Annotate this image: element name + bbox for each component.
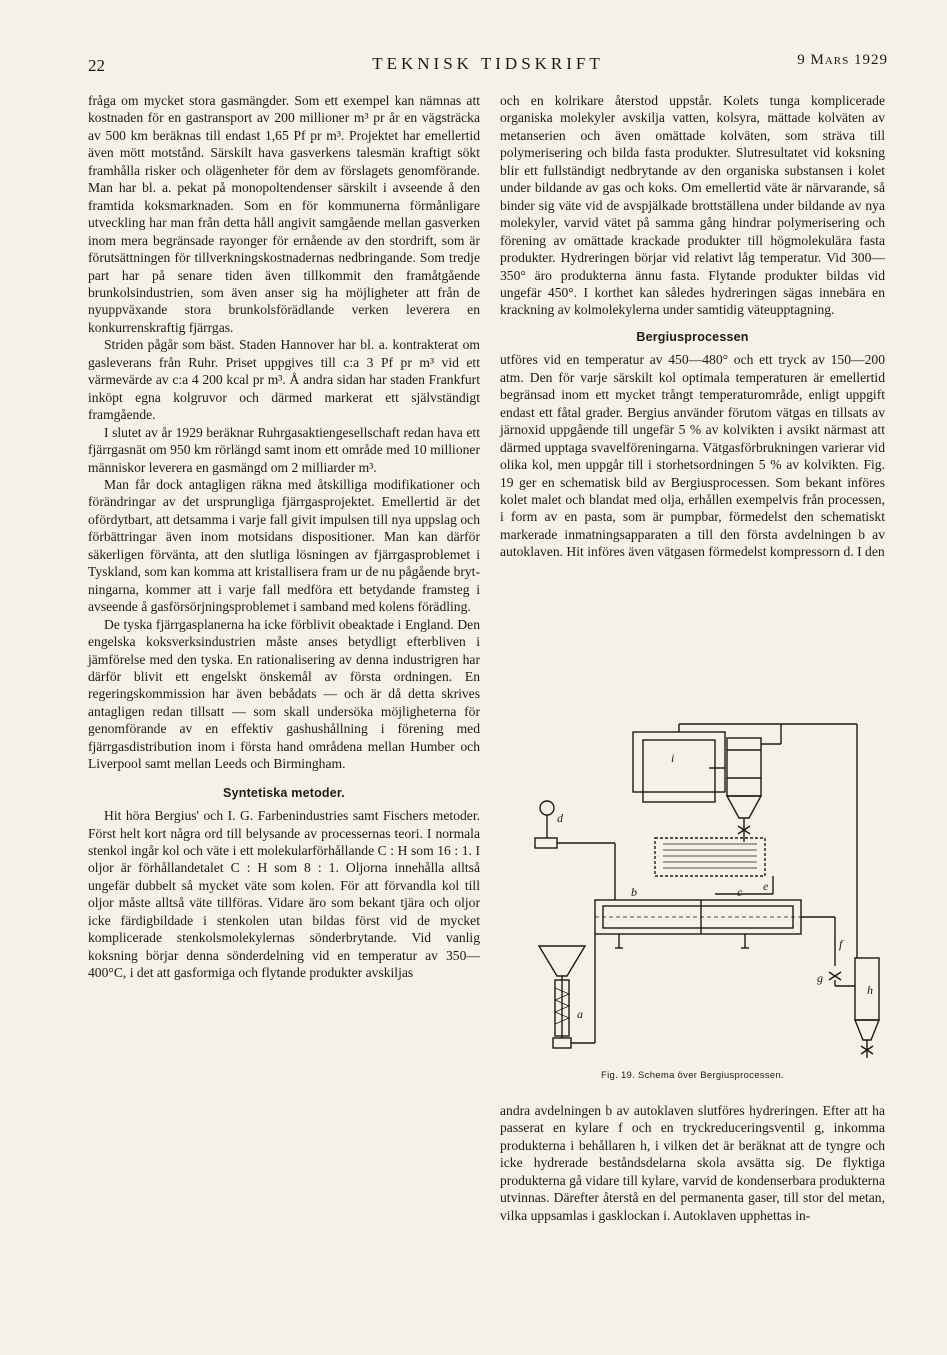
journal-title: TEKNISK TIDSKRIFT bbox=[372, 54, 604, 73]
page-number: 22 bbox=[88, 56, 105, 75]
label-g: g bbox=[817, 971, 823, 985]
left-column bbox=[88, 92, 480, 982]
paragraph: och en kolrikare återstod uppstår. Kolets tunga komplicerade organiska molekyler avskilja vatten, kolsyra, mättade kolväten av metanserien och även omättade kolväten, som sträva till polymerisering och bilda fasta produkter. Slutresultatet vid koksning blir ett fullständigt nedbrytande av den organiska substansen i kolet under bildande av gas och koks. Om emellertid väte är närvarande, så binder sig väte vid de avspjälkade brottställena under bildande av nya molekyler, varvid vätet på samma gång hindrar polymerisering och förening av omättade krackade produkter till högmolekulära fasta produkter. Hydreringen börjar vid relativt låg temperatur. Vid 300—350° äro produkterna ännu fasta. Flytande produkter bildas vid ungefär 450°. I korthet kan således hydreringen sägas innebära en krackning av kolmolekylerna under samtidig väteupptagning. bbox=[500, 93, 885, 318]
date-year: 1929 bbox=[854, 52, 888, 68]
paragraph: fråga om mycket stora gasmängder. Som ett exempel kan nämnas att kostnaden för en gastransport av 200 millioner m³ pr år en vägsträcka av 500 km beräknas till endast 1,65 Pf pr m³. Projektet har emellertid även mött motstånd. Särskilt hava gasverkens talesmän kraftigt sökt framhålla risker och olägenheter för dem av förslagets genomförande. Man har bl. a. pekat på monopoltendenser särskilt i avseende å den framtida koksmarknaden. Som en för kommunerna förmånligare utveckling har man från detta håll angivit samgående mellan gasverken inom mera begränsade rayonger för ernående av den stordrift, som är förutsättningen för tillverkningskostnadernas nedbringande. Som tredje part har på senare tiden även tillkommit den framåtgående brunkolsindustrien, som även anser sig ha möjligheter att från de nyuppväxande stora brunkolsförädlande verken leverera en konkurrenskraftig fjärrgas. bbox=[88, 93, 480, 335]
feed-hopper-a bbox=[539, 946, 585, 976]
figure-caption: Fig. 19. Schema över Bergiusprocessen. bbox=[600, 1070, 784, 1081]
paragraph: utföres vid en temperatur av 450—480° och ett tryck av 150—200 atm. Den för varje särskilt kol optimala temperaturen är emellertid begränsad inom ett mycket trångt temperaturområde, enligt uppgift endast ett fåtal grader. Bergius använder förutom vätgas en tillsats av järnoxid uppgående till ungefär 5 % av kolvikten i avsikt närmast att därmed upptaga svavelföreningarna. Vätgasförbrukningen varierar vid olika kol, men uppgår till i storhetsordningen 5 % av kolvikten. Fig. 19 ger en schematisk bild av Bergiusprocessen. Som bekant införes kolet malet och blandat med olja, erhållen exempelvis från processen, i form av en pasta, som är pumpbar, förmedelst den schematiskt markerade inmatningsapparaten a till den första avdelningen b av autoklaven. Hit införes även vätgasen förmedelst kompressorn d. I den bbox=[500, 352, 885, 560]
gas-holder-i bbox=[633, 732, 725, 792]
section-heading-synthetic: Syntetiska metoder. bbox=[223, 785, 345, 800]
paragraph: De tyska fjärrgasplanerna ha icke förblivit obeaktade i England. Den engelska koksverksindustrien måste anses betydligt efterbliven i jämförelse med den tyska. En rationalisering av denna industrigren har därför blivit ett engelskt önskemål av första ordningen. En regeringskommission har även bebådats — och är då detta skrives antagligen redan tillsatt — som skall undersöka möjligheterna för genomförande av en effektiv gashushållning i förening med fjärrgasdistribution inom i första hand områdena mellan Humber och Liverpool samt mellan Leeds och Birmingham. bbox=[88, 616, 480, 772]
date-day: 9 bbox=[797, 52, 806, 68]
paragraph: Man får dock antagligen räkna med åtskilliga modifikationer och förändringar av det ursprungliga fjärrgasprojektet. Emellertid är det ofördytbart, att detsamma i varje fall givit impulsen till nya uppslag och förbättringar även inom motsidans dispositioner. Man kan därför säkerligen förvänta, att den slutliga lösningen av fjärrgasproblemet i Tyskland, som kan komma att kristallisera fram ur de nu pågående bryt-ningarna, kommer att i varje fall medföra ett betydande framsteg i avseende å gasförsörjningsproblemet i samband med kolens förädling. bbox=[88, 476, 480, 615]
label-i: i bbox=[671, 751, 675, 765]
scrubber-column bbox=[727, 738, 761, 796]
gas-holder-bell bbox=[643, 740, 715, 802]
issue-date bbox=[797, 52, 888, 69]
paragraph: I slutet av år 1929 beräknar Ruhrgasaktiengesellschaft redan hava ett fjärrgasnät om 950 km rörlängd samt inom ett område med 10 millioner människor leverera en gasmängd om 2 milliarder m³. bbox=[88, 424, 480, 475]
label-c: c bbox=[737, 885, 743, 899]
label-h: h bbox=[867, 983, 873, 997]
compressor-d bbox=[540, 801, 554, 815]
paragraph: andra avdelningen b av autoklaven slutföres hydreringen. Efter att ha passerat en kylare f och en tryckreduceringsventil g, inkomma produkterna i behållaren h, i vilken det är beräknat att de tyngre och icke hydrerade beståndsdelarna skola avsätta sig. De flyktiga produkterna gå vidare till kylare, varvid de kondenserbara produkterna utvinnas. Därefter återstå en del permanenta gaser, till stor del metan, vilka uppsamlas i gasklockan i. Autoklaven upphettas in- bbox=[500, 1103, 885, 1223]
right-column-top bbox=[500, 92, 885, 561]
bergius-process-diagram bbox=[505, 718, 885, 1068]
pressure-valve-g bbox=[829, 972, 841, 980]
paragraph: Hit höra Bergius' och I. G. Farbenindustries samt Fischers metoder. Först helt kort några ord till belysande av processernas teori. I normala stenkol ingår kol och väte i ett molekularförhållande C : H som 16 : 1. I oljor är förhållandetalet C : H som 8 : 1. Oljorna innehålla alltså ungefär dubbelt så mycket väte som kolen. För att förvandla kol till oljor måste alltså väte tillföras. Vidare äro som bekant tjära och oljor icke färdigbildade i stenkolen utan bildas först vid de mycket komplicerade stenkolsmolekylernas sönderbrytande. Vid vanlig koksning börjar denna sönderdelning vid en temperatur av 350—400°C, i det att gasformiga och flytande produkter avskiljas bbox=[88, 808, 480, 981]
date-month: Mars bbox=[810, 52, 850, 68]
paragraph: Striden pågår som bäst. Staden Hannover har bl. a. kontrakterat om gasleverans från Ruhr. Priset uppgives till c:a 3 Pf pr m³ vid ett värmevärde av c:a 4 200 kcal pr m³. Å andra sidan har staden Frankfurt inköpt egna kolgruvor och därmed markerat ett självständigt framgående. bbox=[88, 337, 480, 423]
label-e: e bbox=[763, 879, 769, 893]
label-b: b bbox=[631, 885, 637, 899]
label-f: f bbox=[839, 937, 843, 951]
process-schematic bbox=[505, 718, 885, 1068]
label-a: a bbox=[577, 1007, 583, 1021]
label-d: d bbox=[557, 811, 563, 825]
right-column-bottom bbox=[500, 1102, 885, 1224]
page-header bbox=[88, 52, 888, 82]
section-heading-bergius: Bergiusprocessen bbox=[636, 329, 749, 344]
